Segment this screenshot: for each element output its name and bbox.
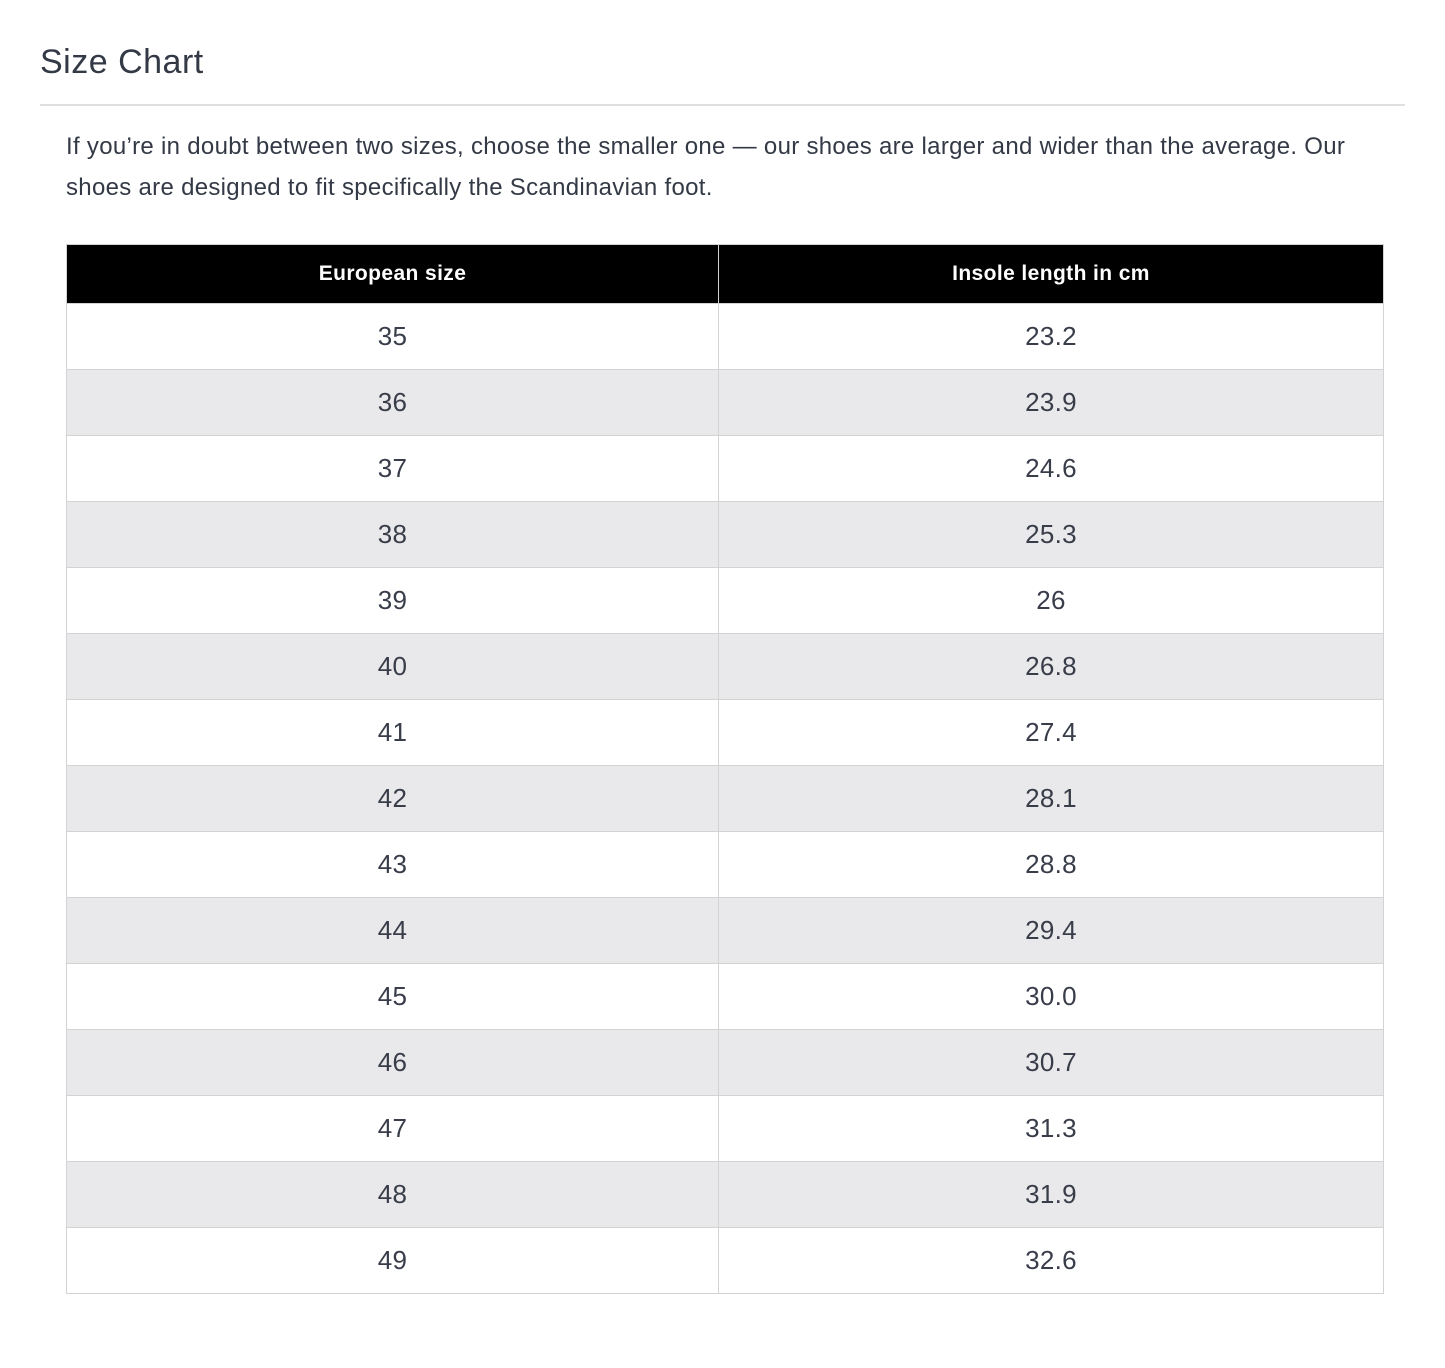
table-body (67, 303, 1384, 1293)
cell-insole-length: 27.4 (719, 699, 1384, 765)
content-area (40, 126, 1405, 1294)
cell-european-size: 35 (67, 303, 719, 369)
cell-european-size: 37 (67, 435, 719, 501)
table-row (67, 435, 1384, 501)
cell-european-size: 46 (67, 1029, 719, 1095)
cell-european-size: 43 (67, 831, 719, 897)
cell-european-size: 48 (67, 1161, 719, 1227)
table-row (67, 1161, 1384, 1227)
cell-insole-length: 26.8 (719, 633, 1384, 699)
cell-european-size: 36 (67, 369, 719, 435)
cell-insole-length: 32.6 (719, 1227, 1384, 1293)
cell-insole-length: 28.8 (719, 831, 1384, 897)
table-row (67, 1029, 1384, 1095)
table-row (67, 765, 1384, 831)
cell-insole-length: 23.2 (719, 303, 1384, 369)
cell-european-size: 39 (67, 567, 719, 633)
cell-european-size: 47 (67, 1095, 719, 1161)
column-header-insole-length: Insole length in cm (719, 244, 1384, 303)
cell-insole-length: 23.9 (719, 369, 1384, 435)
cell-european-size: 42 (67, 765, 719, 831)
column-header-european-size: European size (67, 244, 719, 303)
size-chart-table (66, 244, 1384, 1294)
table-header (67, 244, 1384, 303)
cell-european-size: 49 (67, 1227, 719, 1293)
table-row (67, 1095, 1384, 1161)
cell-european-size: 44 (67, 897, 719, 963)
cell-insole-length: 31.3 (719, 1095, 1384, 1161)
cell-insole-length: 26 (719, 567, 1384, 633)
table-row (67, 699, 1384, 765)
cell-insole-length: 31.9 (719, 1161, 1384, 1227)
cell-insole-length: 25.3 (719, 501, 1384, 567)
title-divider (40, 104, 1405, 106)
table-row (67, 963, 1384, 1029)
cell-insole-length: 24.6 (719, 435, 1384, 501)
header-row (67, 244, 1384, 303)
cell-european-size: 41 (67, 699, 719, 765)
cell-european-size: 38 (67, 501, 719, 567)
table-row (67, 897, 1384, 963)
cell-insole-length: 28.1 (719, 765, 1384, 831)
table-row (67, 501, 1384, 567)
table-row (67, 567, 1384, 633)
table-row (67, 303, 1384, 369)
page-title: Size Chart (40, 43, 204, 81)
sizing-advice-text: If you’re in doubt between two sizes, choose the smaller one — our shoes are larger and wider than the average. Our shoes are designed to fit specifically the Scandinavian foot. (66, 132, 1346, 201)
table-row (67, 1227, 1384, 1293)
cell-european-size: 45 (67, 963, 719, 1029)
cell-insole-length: 30.7 (719, 1029, 1384, 1095)
cell-insole-length: 30.0 (719, 963, 1384, 1029)
table-row (67, 831, 1384, 897)
table-row (67, 633, 1384, 699)
table-row (67, 369, 1384, 435)
cell-european-size: 40 (67, 633, 719, 699)
cell-insole-length: 29.4 (719, 897, 1384, 963)
